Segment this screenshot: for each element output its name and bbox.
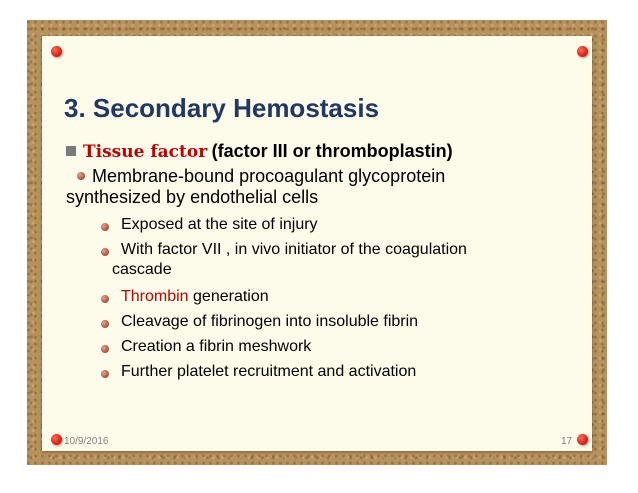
sub-bullet-dot-icon bbox=[101, 295, 109, 303]
tissue-factor-note: (factor III or thromboplastin) bbox=[211, 141, 453, 161]
footer-date: 10/9/2016 bbox=[64, 436, 109, 447]
pin-top-right-icon bbox=[577, 46, 588, 57]
sub-bullet-exposed: Exposed at the site of injury bbox=[121, 216, 318, 233]
square-bullet-icon bbox=[66, 146, 76, 156]
slide-title: 3. Secondary Hemostasis bbox=[64, 93, 380, 123]
bullet-dot-icon bbox=[77, 172, 85, 180]
pin-bottom-right-icon bbox=[577, 434, 588, 445]
sub-bullet-meshwork: Creation a fibrin meshwork bbox=[121, 338, 312, 355]
tissue-factor-term: Tissue factor bbox=[83, 142, 208, 162]
sub-bullet-factor-vii-line2: cascade bbox=[112, 261, 172, 278]
sub-bullet-factor-vii-line1: With factor VII , in vivo initiator of the coagulation bbox=[121, 241, 467, 258]
pin-top-left-icon bbox=[51, 46, 62, 57]
sub-bullet-thrombin bbox=[121, 288, 269, 306]
sub-bullet-dot-icon bbox=[101, 370, 109, 378]
bullet-text-line2: synthesized by endothelial cells bbox=[66, 187, 319, 207]
pin-bottom-left-icon bbox=[51, 434, 62, 445]
tissue-factor-heading bbox=[66, 141, 453, 162]
sub-bullet-platelet: Further platelet recruitment and activation bbox=[121, 363, 417, 380]
sub-bullet-dot-icon bbox=[101, 223, 109, 231]
sub-bullet-dot-icon bbox=[101, 320, 109, 328]
sub-bullet-dot-icon bbox=[101, 345, 109, 353]
sub-bullet-dot-icon bbox=[101, 248, 109, 256]
thrombin-highlight: Thrombin bbox=[121, 288, 189, 305]
thrombin-rest: generation bbox=[188, 288, 269, 305]
footer-page-number: 17 bbox=[561, 436, 573, 447]
sub-bullet-cleavage: Cleavage of fibrinogen into insoluble fibrin bbox=[121, 313, 419, 330]
bullet-text-line1: Membrane-bound procoagulant glycoprotein bbox=[92, 166, 446, 186]
